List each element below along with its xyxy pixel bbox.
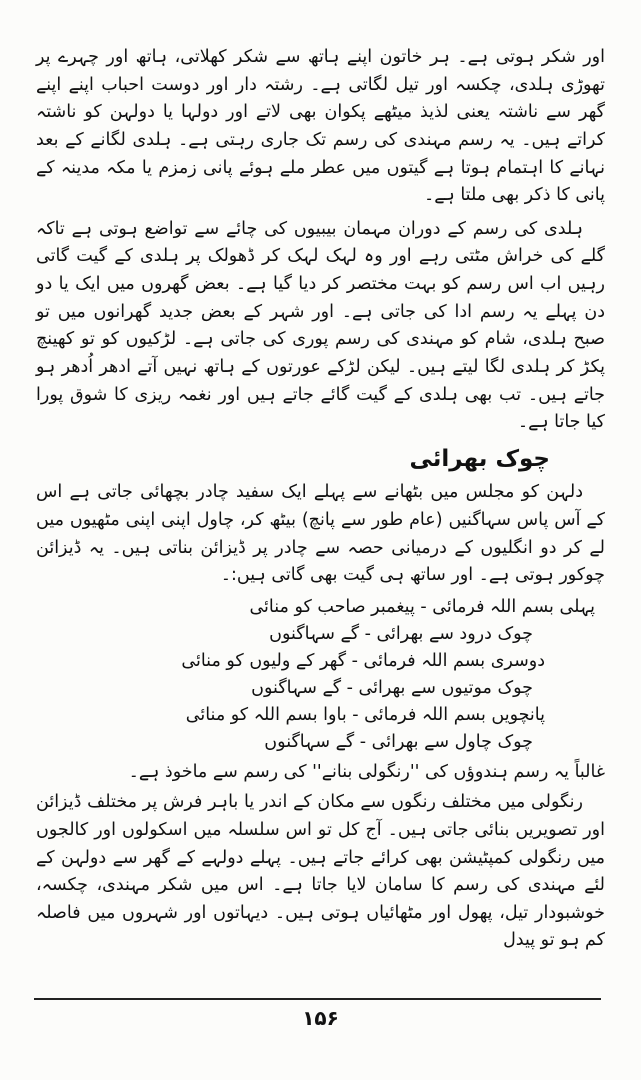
- verse-refrain: چوک موتیوں سے بھرائی - گے سہاگنوں: [251, 678, 533, 699]
- paragraph-haldi-guests: ہلدی کی رسم کے دوران مہمان بیبیوں کی چائے سے تواضع ہوتی ہے تاکہ گلے کی خراش مٹتی رہے اور وہ لہک لہک کر ڈھولک پر ہلدی کے گیت گاتی رہیں اب اس رسم کو بہت مختصر کر دیا گیا ہے۔ بعض گھروں میں ایک یا دو دن پہلے یہ رسم ادا کی جاتی ہے۔ اور شہر کے بعض جدید گھرانوں میں تو صبح ہلدی، شام کو مہندی کی رسم پوری کی جاتی ہے۔ لڑکیوں کو تو کھینچ پکڑ کر ہلدی لگا لیتے ہیں۔ لیکن لڑکے عورتوں کے ہاتھ نہیں آتے ادھر اُدھر ہو جاتے ہیں۔ تب بھی ہلدی کے گیت گائے جاتے ہیں اور نغمہ ریزی کا شوق پورا کیا جاتا ہے۔: [36, 218, 605, 433]
- verse-refrain: چوک چاول سے بھرائی - گے سہاگنوں: [264, 732, 533, 753]
- page-number: ۱۵۶: [302, 1006, 339, 1030]
- section-heading-chowk-bharai: چوک بھرائی: [409, 445, 550, 472]
- verse-line: پانچویں بسم اللہ فرمائی - باوا بسم اللہ کو منائی: [185, 705, 545, 726]
- verse-line: دوسری بسم اللہ فرمائی - گھر کے ولیوں کو منائی: [181, 651, 545, 672]
- paragraph-rangoli-origin: غالباً یہ رسم ہندوؤں کی ''رنگولی بنانے'' کی رسم سے ماخوذ ہے۔: [128, 761, 605, 782]
- page-body: [36, 44, 605, 955]
- song-verses: [36, 594, 605, 757]
- footer-rule: [34, 998, 601, 1000]
- paragraph-haldi-custom: اور شکر ہوتی ہے۔ ہر خاتون اپنے ہاتھ سے شکر کھلاتی، ہاتھ اور چہرے پر تھوڑی ہلدی، چکسہ اور تیل لگاتی ہے۔ رشتہ دار اور دوست احباب اپنے اپنے گھر سے ناشتہ یعنی لذیذ میٹھے پکوان بھی لاتے اور دولہا یا دولہن کو ناشتہ کراتے ہیں۔ یہ رسم مہندی کی رسم تک جاری رہتی ہے۔ ہلدی لگانے کے بعد نہانے کا اہتمام ہوتا ہے گیتوں میں عطر ملے ہوئے پانی زمزم یا مکہ مدینہ کے پانی کا ذکر بھی ملتا ہے۔: [36, 47, 605, 206]
- paragraph-rangoli: رنگولی میں مختلف رنگوں سے مکان کے اندر یا باہر فرش پر مختلف ڈیزائن اور تصویریں بنائی جاتی ہیں۔ آج کل تو اس سلسلہ میں اسکولوں اور کالجوں میں رنگولی کمپٹیشن بھی کرائے جاتے ہیں۔ پہلے دولہے کے گھر سے دولہن کے لئے مہندی کی رسم کا سامان لایا جاتا ہے۔ اس میں شکر مہندی، چکسہ، خوشبودار تیل، پھول اور مٹھائیاں ہوتی ہیں۔ دیہاتوں اور شہروں میں فاصلہ کم ہو تو پیدل: [36, 792, 605, 951]
- verse-refrain: چوک درود سے بھرائی - گے سہاگنوں: [269, 623, 533, 644]
- paragraph-chowk-bharai: دلہن کو مجلس میں بٹھانے سے پہلے ایک سفید چادر بچھائی جاتی ہے اس کے آس پاس سہاگنیں (عام طور سے پانچ) بیٹھ کر، چاول اپنی اپنی مٹھیوں میں لے کر دو انگلیوں کے درمیانی حصہ سے چادر پر ڈیزائن بناتی ہیں۔ یہ ڈیزائن چوکور ہوتی ہے۔ اور ساتھ ہی گیت بھی گاتی ہیں:۔: [36, 482, 605, 586]
- verse-line: پہلی بسم اللہ فرمائی - پیغمبر صاحب کو منائی: [249, 596, 595, 617]
